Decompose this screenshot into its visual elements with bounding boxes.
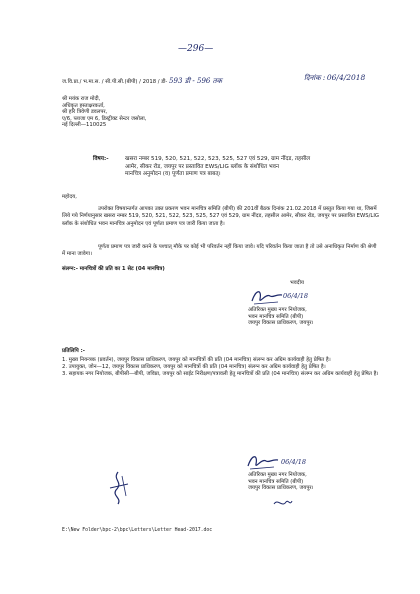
- signature-line: अतिरिक्त मुख्य नगर नियोजक,: [248, 307, 307, 313]
- copies-label: प्रतिलिपि :-: [62, 348, 85, 354]
- reference-prefix: ज.वि.प्रा./ भ.मा.स. / सी.पी.सी.(बीपी) / 2018 / डी-: [62, 79, 168, 85]
- signature-1-block: [248, 307, 314, 327]
- addressee-line: ए/6, प्लाजा एम 6, डिस्ट्रीक्ट सेन्टर जसोला,: [62, 115, 147, 122]
- copies-list: [62, 357, 380, 377]
- copy-item: 1. मुख्य नियन्त्रक (प्रवर्तन), जयपुर विकास प्राधिकरण, जयपुर को मानचित्रों की प्रति (04 मानचित्र) संलग्न कर अग्रिम कार्यवाही हेतु प्रेषित है।: [62, 357, 331, 363]
- signature-1-scribble: [248, 287, 288, 307]
- signature-line: अतिरिक्त मुख्य नगर नियोजक,: [248, 472, 307, 478]
- addressee-line: श्री हरि त्रिवेणी डवलपर,: [62, 109, 108, 116]
- file-path: E:\New Folder\bpc-2\bpc\Letters\Letter Head-2017.doc: [62, 528, 213, 533]
- signature-line: जयपुर विकास प्राधिकरण, जयपुर।: [248, 320, 314, 327]
- signature-2-block: [248, 472, 314, 492]
- reference-line: [62, 78, 222, 86]
- signature-2-scribble: [244, 452, 284, 472]
- copy-item: 2. उपायुक्त, जोन—12, जयपुर विकास प्राधिकरण, जयपुर को मानचित्रों की प्रति (04 मानचित्र) संलग्न कर अग्रिम कार्यवाही हेतु प्रेषित है।: [62, 363, 326, 370]
- salutation: महोदय,: [62, 194, 77, 200]
- subject-label: विषय:-: [93, 156, 109, 162]
- body-paragraph-1: उपरोक्त विषयान्तर्गत आपका उक्त प्रकरण भवन मानचित्र समिति (बीपी) की 201वीं बैठक दिनांक 21.02.2018 में प्रस्तुत किया गया था, जिसमें लिये गये निर्णयानुसार खसरा नम्बर 519, 520, 521, 522, 523, 525, 527 एवं 529, ग्राम नींदड, तहसील आमेर, सीकर रोड, जयपुर पर प्रस्तावित EWS/LIG ब्लॉक के संशोधित भवन मानचित्र अनुमोदन एवं पूर्णता प्रमाण पत्र जारी किया जाता है।: [62, 206, 380, 227]
- handwritten-number: —296—: [178, 44, 214, 54]
- date-line: [304, 75, 365, 83]
- addressee-line: अधिकृत हस्ताक्षरकर्ता,: [62, 102, 105, 109]
- subject-line: आमेर, सीकर रोड, जयपुर पर प्रस्तावित EWS/LIG ब्लॉक के संशोधित भवन: [125, 163, 279, 170]
- signature-2-flourish: [272, 496, 294, 510]
- body-paragraph-2: पूर्णता प्रमाण पत्र जारी करने के पश्चात् मौके पर कोई भी परिवर्तन नहीं किया जावे। यदि परिवर्तन किया जाता है तो उसे अनाधिकृत निर्माण की श्रेणी में माना जावेगा।: [62, 244, 377, 258]
- subject-line: खसरा नम्बर 519, 520, 521, 522, 523, 525, 527 एवं 529, ग्राम नींदड, तहसील: [125, 156, 311, 162]
- signature-line: भवन मानचित्र समिति (बीपी): [248, 313, 304, 320]
- reference-handwritten: 593 डी - 596 तक: [169, 77, 222, 85]
- subject-line: मानचित्र अनुमोदन (व) पूर्णता प्रमाण पत्र बाबत्।: [125, 171, 221, 178]
- addressee-line: नई दिल्ली—110025: [62, 122, 107, 129]
- addressee-block: [62, 96, 147, 129]
- subject-block: [93, 156, 310, 179]
- addressee-line: श्री मयंक राज मोदी,: [62, 96, 101, 102]
- closing-text: भवदीय: [290, 280, 304, 286]
- enclosure-line: संलग्न:- मानचित्रों की प्रति का 1 सेट (04 मानचित्र): [62, 266, 165, 272]
- signature-line: जयपुर विकास प्राधिकरण, जयपुर।: [248, 485, 314, 492]
- date-label: दिनांक :: [304, 74, 326, 82]
- signature-2-date: 06/4/18: [281, 458, 307, 466]
- signature-1-date: 06/4/18: [283, 292, 309, 300]
- copy-item: 3. सहायक नगर नियोजक, बीपीसी—बीपी, जविप्रा, जयपुर को साईट निरीक्षण/पत्रावली हेतु मानचित्रों की प्रति (04 मानचित्र) संलग्न कर अग्रिम कार्यवाही हेतु प्रेषित है।: [62, 370, 379, 377]
- initials-scribble: [106, 470, 132, 506]
- signature-line: भवन मानचित्र समिति (बीपी): [248, 478, 304, 485]
- date-handwritten: 06/4/2018: [326, 73, 366, 82]
